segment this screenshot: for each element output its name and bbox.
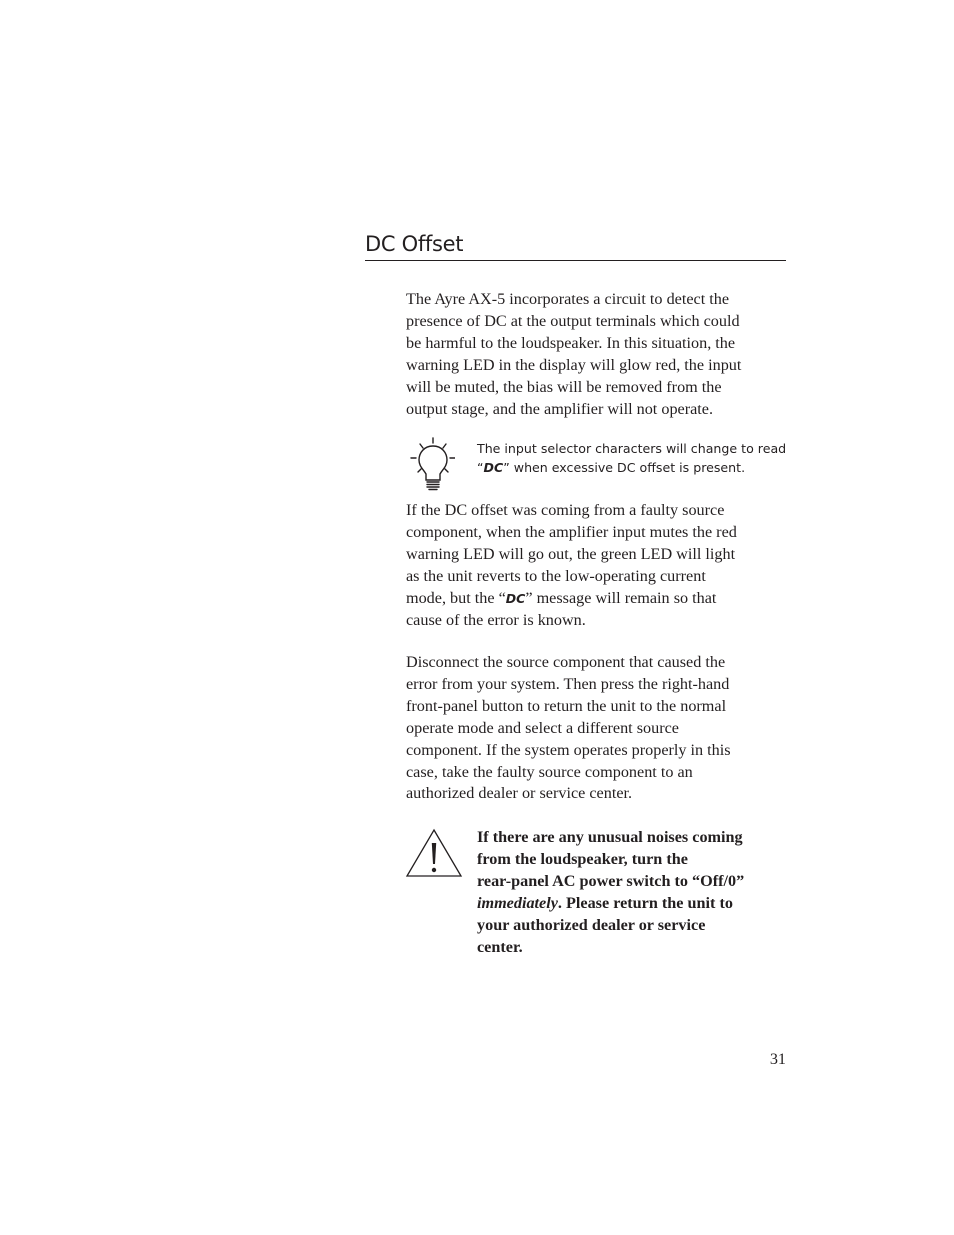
- tip-close-quote: ”: [503, 459, 510, 475]
- warning-line: from the loudspeaker, turn the: [477, 849, 688, 868]
- tip-line-rest: when excessive DC offset is present.: [509, 459, 746, 475]
- warning-line: [477, 893, 789, 915]
- paragraph-line: warning LED in the display will glow red, the input: [406, 355, 742, 374]
- paragraph-line: Disconnect the source component that caused the: [406, 653, 726, 671]
- warning-line: center.: [477, 937, 523, 956]
- dc-code: DC: [505, 590, 526, 606]
- paragraph-line: [406, 588, 788, 610]
- paragraph-line: warning LED will go out, the green LED will light: [406, 544, 736, 563]
- paragraph-disconnect: [406, 652, 788, 805]
- warning-line: If there are any unusual noises coming: [477, 828, 743, 846]
- paragraph-line: error from your system. Then press the right-hand: [406, 674, 730, 693]
- tip-open-quote: “: [477, 459, 484, 475]
- section-title: DC Offset: [365, 232, 464, 256]
- paragraph-line: component. If the system operates properly in this: [406, 740, 731, 759]
- paragraph-line: output stage, and the amplifier will not operate.: [406, 399, 714, 418]
- warning-line-rest: . Please return the unit to: [557, 893, 733, 912]
- paragraph-line: case, take the faulty source component to an: [406, 762, 693, 781]
- warning-line: rear-panel AC power switch to “Off/0”: [477, 871, 745, 890]
- lightbulb-icon: [409, 436, 455, 492]
- paragraph-dc-detection: [406, 289, 788, 420]
- paragraph-line: component, when the amplifier input mutes the red: [406, 522, 737, 541]
- warning-line: your authorized dealer or service: [477, 915, 706, 934]
- tip-line: The input selector characters will change to read: [477, 441, 787, 456]
- paragraph-line: front-panel button to return the unit to the normal: [406, 696, 727, 715]
- text-before-dc: mode, but the “: [406, 588, 506, 607]
- warning-triangle-icon: [405, 828, 463, 878]
- tip-line: [477, 459, 797, 478]
- paragraph-line: presence of DC at the output terminals which could: [406, 311, 740, 330]
- paragraph-line: cause of the error is known.: [406, 610, 586, 629]
- paragraph-line: The Ayre AX-5 incorporates a circuit to detect the: [406, 290, 730, 308]
- text-after-dc: ” message will remain so that: [525, 588, 717, 607]
- warning-emphasis: immediately: [477, 893, 558, 912]
- title-rule: [365, 260, 786, 261]
- paragraph-line: be harmful to the loudspeaker. In this situation, the: [406, 333, 736, 352]
- paragraph-line: If the DC offset was coming from a faulty source: [406, 501, 725, 519]
- page-number: 31: [769, 1050, 786, 1068]
- tip-note: [477, 440, 797, 477]
- paragraph-line: as the unit reverts to the low-operating current: [406, 566, 706, 585]
- warning-note: [477, 827, 789, 958]
- paragraph-line: authorized dealer or service center.: [406, 784, 633, 803]
- paragraph-faulty-source: [406, 500, 788, 631]
- paragraph-line: will be muted, the bias will be removed from the: [406, 377, 722, 396]
- paragraph-line: operate mode and select a different source: [406, 718, 679, 737]
- tip-dc-code: DC: [483, 459, 504, 475]
